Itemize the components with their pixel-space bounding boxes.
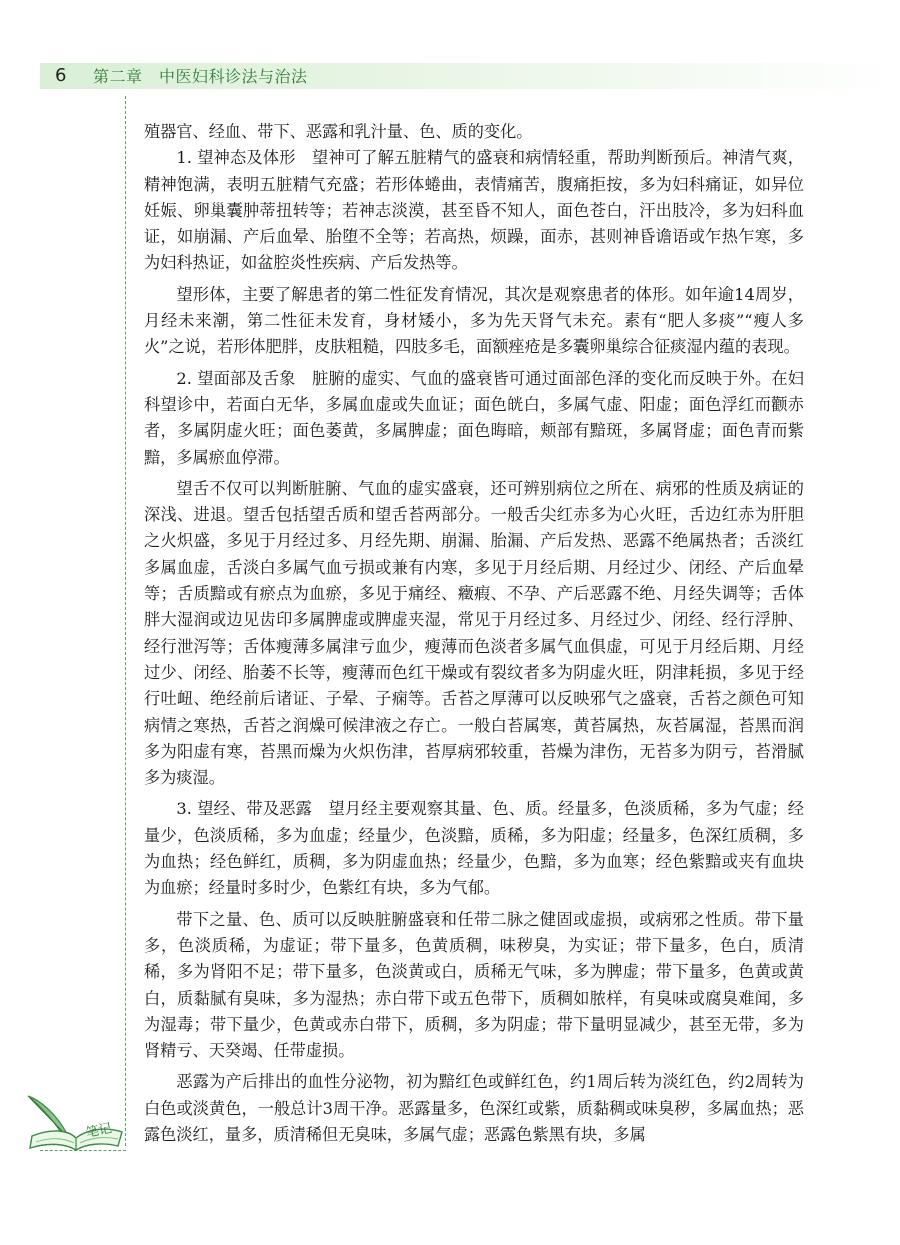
notebook-quill-icon (22, 1092, 126, 1154)
body-text (144, 119, 804, 1148)
notes-margin-rule (125, 96, 126, 1146)
page-number: 6 (55, 65, 67, 86)
chapter-title: 第二章 中医妇科诊法与治法 (93, 67, 308, 86)
notebook-label: 笔记 (84, 1120, 114, 1142)
paragraph: 殖器官、经血、带下、恶露和乳汁量、色、质的变化。 (144, 122, 533, 141)
paragraph: 1. 望神态及体形 望神可了解五脏精气的盛衰和病情轻重，帮助判断预后。神清气爽，精神饱满，表明五脏精气充盛；若形体蜷曲，表情痛苦，腹痛拒按，多为妇科痛证，如异位妊娠、卵巢囊肿蒂扭转等；若神志淡漠，甚至昏不知人，面色苍白，汗出肢冷，多为妇科血证，如崩漏、产后血晕、胎堕不全等；若高热，烦躁，面赤，甚则神昏谵语或乍热乍寒，多为妇科热证，如盆腔炎性疾病、产后发热等。 (144, 148, 804, 273)
paragraph: 带下之量、色、质可以反映脏腑盛衰和任带二脉之健固或虚损，或病邪之性质。带下量多，色淡质稀，为虚证；带下量多，色黄质稠，味秽臭，为实证；带下量多，色白，质清稀，多为肾阳不足；带下量多，色淡黄或白，质稀无气味，多为脾虚；带下量多，色黄或黄白，质黏腻有臭味，多为湿热；赤白带下或五色带下，质稠如脓样，有臭味或腐臭难闻，多为湿毒；带下量少，色黄或赤白带下，质稠，多为阴虚；带下量明显减少，甚至无带，多为肾精亏、天癸竭、任带虚损。 (144, 909, 804, 1061)
paragraph: 望舌不仅可以判断脏腑、气血的虚实盛衰，还可辨别病位之所在、病邪的性质及病证的深浅、进退。望舌包括望舌质和望舌苔两部分。一般舌尖红赤多为心火旺，舌边红赤为肝胆之火炽盛，多见于月经过多、月经先期、崩漏、胎漏、产后发热、恶露不绝属热者；舌淡红多属血虚，舌淡白多属气血亏损或兼有内寒，多见于月经后期、月经过少、闭经、产后血晕等；舌质黯或有瘀点为血瘀，多见于痛经、癥瘕、不孕、产后恶露不绝、月经失调等；舌体胖大湿润或边见齿印多属脾虚或脾虚夹湿，常见于月经过多、月经过少、闭经、经行浮肿、经行泄泻等；舌体瘦薄多属津亏血少，瘦薄而色淡者多属气血俱虚，可见于月经后期、月经过少、闭经、胎萎不长等，瘦薄而色红干燥或有裂纹者多为阴虚火旺，阴津耗损，多见于经行吐衄、绝经前后诸证、子晕、子痫等。舌苔之厚薄可以反映邪气之盛衰，舌苔之颜色可知病情之寒热，舌苔之润燥可候津液之存亡。一般白苔属寒，黄苔属热，灰苔属湿，苔黑而润多为阳虚有寒，苔黑而燥为火炽伤津，苔厚病邪较重，苔燥为津伤，无苔多为阴亏，苔滑腻多为痰湿。 (144, 478, 804, 788)
paragraph: 望形体，主要了解患者的第二性征发育情况，其次是观察患者的体形。如年逾14周岁，月经未来潮，第二性征未发育，身材矮小，多为先天肾气未充。素有“肥人多痰”“瘦人多火”之说，若形体肥胖，皮肤粗糙，四肢多毛，面额痤疮是多囊卵巢综合征痰湿内蕴的表现。 (144, 284, 804, 357)
paragraph: 恶露为产后排出的血性分泌物，初为黯红色或鲜红色，约1周后转为淡红色，约2周转为白色或淡黄色，一般总计3周干净。恶露量多，色深红或紫，质黏稠或味臭秽，多属血热；恶露色淡红，量多，质清稀但无臭味，多属气虚；恶露色紫黑有块，多属 (144, 1072, 804, 1144)
paragraph: 2. 望面部及舌象 脏腑的虚实、气血的盛衰皆可通过面部色泽的变化而反映于外。在妇科望诊中，若面白无华，多属血虚或失血证；面色㿠白，多属气虚、阳虚；面色浮红而颧赤者，多属阴虚火旺；面色萎黄，多属脾虚；面色晦暗，颊部有黯斑，多属肾虚；面色青而紫黯，多属瘀血停滞。 (144, 368, 804, 467)
paragraph: 3. 望经、带及恶露 望月经主要观察其量、色、质。经量多，色淡质稀，多为气虚；经量少，色淡质稀，多为血虚；经量少，色淡黯，质稀，多为阳虚；经量多，色深红质稠，多为血热；经色鲜红，质稠，多为阴虚血热；经量少，色黯，多为血寒；经色紫黯或夹有血块为血瘀；经量时多时少，色紫红有块，多为气郁。 (144, 799, 804, 898)
